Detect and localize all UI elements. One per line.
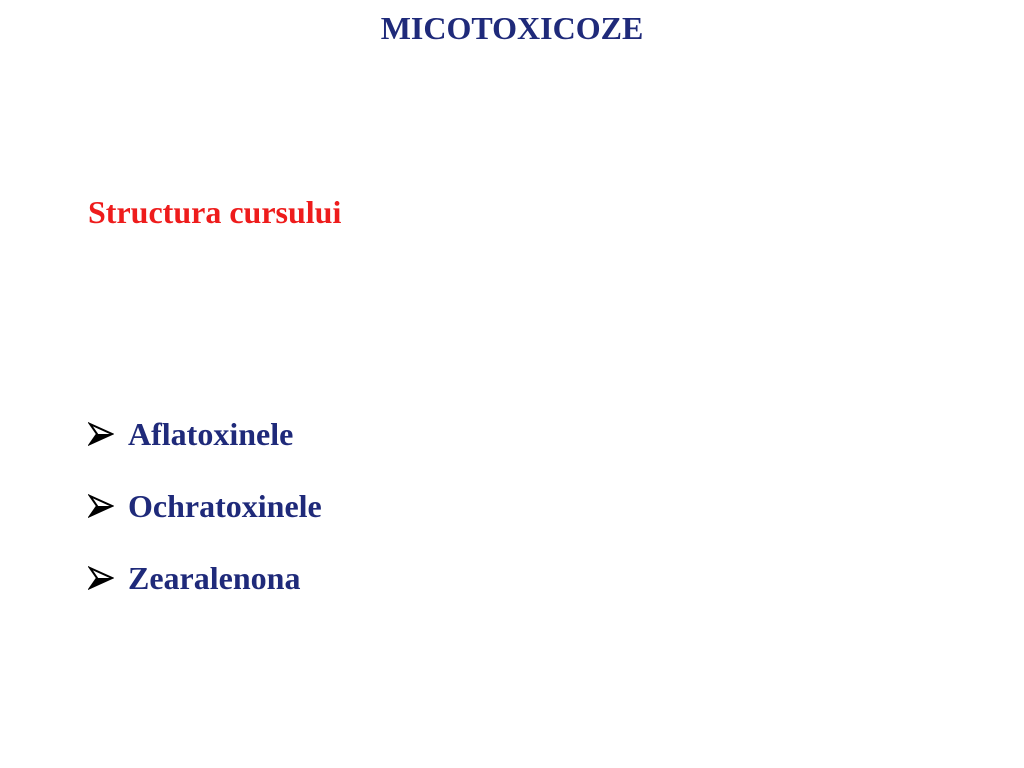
bullet-list [88, 398, 322, 614]
slide-subtitle: Structura cursului [88, 194, 342, 230]
bullet-text: Aflatoxinele [128, 416, 294, 452]
bullet-text: Zearalenona [128, 560, 301, 596]
list-item [88, 542, 322, 614]
arrow-bullet-icon [88, 493, 114, 519]
arrow-bullet-icon [88, 421, 114, 447]
arrow-bullet-icon [88, 565, 114, 591]
bullet-text: Ochratoxinele [128, 488, 322, 524]
slide-title: MICOTOXICOZE [380, 10, 644, 46]
list-item [88, 470, 322, 542]
list-item [88, 398, 322, 470]
